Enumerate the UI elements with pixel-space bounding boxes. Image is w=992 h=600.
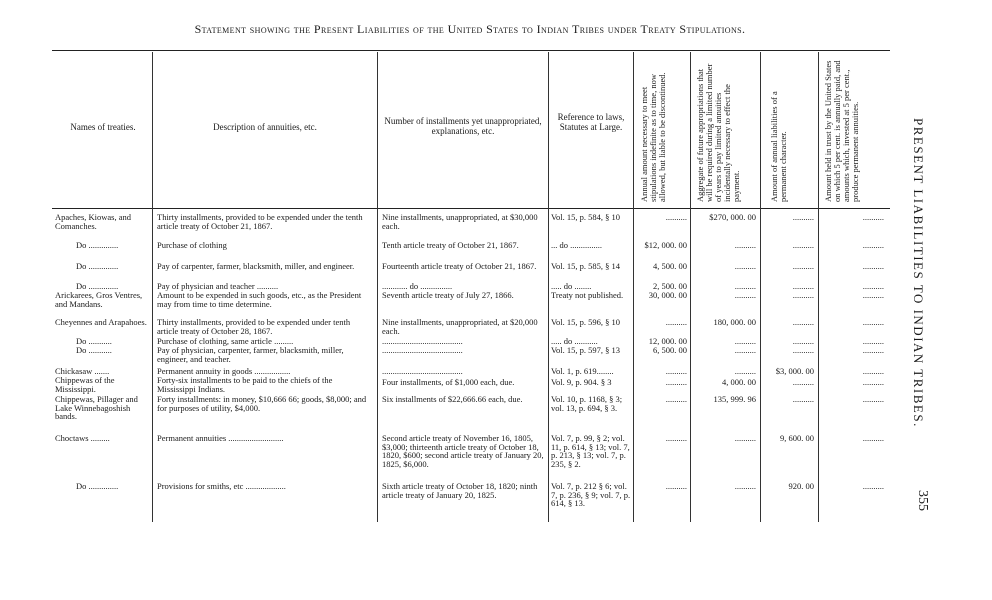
law-reference: Vol. 9, p. 904. § 3	[551, 377, 612, 387]
permanent-amount: ..........	[792, 377, 814, 387]
permanent-amount: ..........	[792, 261, 814, 271]
law-reference: Vol. 10, p. 1168, § 3; vol. 13, p. 694, § 3.	[551, 394, 623, 413]
permanent-amount: 9, 600. 00	[780, 433, 814, 443]
annual-amount: ..........	[665, 481, 687, 491]
permanent-amount: 920. 00	[788, 481, 814, 491]
aggregate-amount: ..........	[734, 240, 756, 250]
annuity-description: Provisions for smiths, etc ...................	[157, 481, 286, 491]
permanent-amount: $3, 000. 00	[775, 366, 814, 376]
law-reference: Vol. 1, p. 619........	[551, 366, 614, 376]
aggregate-amount: ..........	[734, 336, 756, 346]
annual-amount: ..........	[665, 433, 687, 443]
aggregate-amount: ..........	[734, 345, 756, 355]
law-reference: Vol. 15, p. 584, § 10	[551, 212, 621, 222]
trust-amount: ..........	[862, 377, 884, 387]
law-reference: Vol. 15, p. 597, § 13	[551, 345, 621, 355]
header-trust: Amount held in trust by the United States on which 5 per cent. is annually paid, and amounts which, invested at 5 per cent., produce permanent annuities.	[823, 60, 860, 202]
permanent-amount: ..........	[792, 336, 814, 346]
permanent-amount: ..........	[792, 281, 814, 291]
trust-amount: ..........	[862, 366, 884, 376]
treaty-name: Do ...........	[76, 336, 112, 346]
annuity-description: Pay of carpenter, farmer, blacksmith, miller, and engineer.	[157, 261, 355, 271]
trust-amount: ..........	[862, 336, 884, 346]
header-annual: Annual amount necessary to meet stipulations indefinite as to time, now allowed, but liable to be discontinued.	[639, 72, 667, 202]
trust-amount: ..........	[862, 281, 884, 291]
aggregate-amount: ..........	[734, 290, 756, 300]
col-divider	[548, 52, 549, 522]
aggregate-amount: ..........	[734, 433, 756, 443]
aggregate-amount: $270, 000. 00	[709, 212, 756, 222]
annuity-description: Thirty installments, provided to be expended under the tenth article treaty of October 21, 1867.	[157, 212, 363, 231]
law-reference: Vol. 7, p. 212 § 6; vol. 7, p. 236, § 9; vol. 7, p. 614, § 13.	[551, 481, 631, 509]
law-reference: ... do ...............	[551, 240, 602, 250]
trust-amount: ..........	[862, 345, 884, 355]
treaty-name: Arickarees, Gros Ventres, and Mandans.	[55, 290, 143, 309]
header-reference: Reference to laws, Statutes at Large.	[557, 112, 625, 132]
col-divider	[760, 52, 761, 522]
annuity-description: Forty-six installments to be paid to the chiefs of the Mississippi Indians.	[157, 375, 333, 394]
installments-text: Nine installments, unappropriated, at $20,000 each.	[382, 317, 538, 336]
annual-amount: 4, 500. 00	[653, 261, 687, 271]
aggregate-amount: ..........	[734, 261, 756, 271]
treaty-name: Do ..............	[76, 281, 119, 291]
law-reference: Treaty not published.	[551, 290, 624, 300]
annual-amount: 2, 500. 00	[653, 281, 687, 291]
installments-text: Seventh article treaty of July 27, 1866.	[382, 290, 514, 300]
installments-text: ......................................	[382, 336, 463, 346]
annuity-description: Thirty installments, provided to be expended under tenth article treaty of October 28, 1867.	[157, 317, 351, 336]
page-title: Statement showing the Present Liabilities of the United States to Indian Tribes under Treaty Stipulations.	[194, 22, 746, 36]
installments-text: ......................................	[382, 366, 463, 376]
annuity-description: Permanent annuity in goods .................	[157, 366, 291, 376]
permanent-amount: ..........	[792, 240, 814, 250]
annuity-description: Pay of physician and teacher ..........	[157, 281, 279, 291]
aggregate-amount: ..........	[734, 481, 756, 491]
treaty-name: Do ...........	[76, 345, 112, 355]
header-permanent: Amount of annual liabilities of a permanent character.	[769, 91, 788, 202]
annual-amount: ..........	[665, 317, 687, 327]
aggregate-amount: 180, 000. 00	[713, 317, 756, 327]
law-reference: Vol. 15, p. 585, § 14	[551, 261, 621, 271]
installments-text: Nine installments, unappropriated, at $30,000 each.	[382, 212, 538, 231]
trust-amount: ..........	[862, 290, 884, 300]
law-reference: ..... do ...........	[551, 336, 598, 346]
treaty-name: Do ..............	[76, 481, 119, 491]
annuity-description: Amount to be expended in such goods, etc., as the President may from time to time determine.	[157, 290, 362, 309]
header-names: Names of treaties.	[70, 122, 136, 132]
treaty-name: Apaches, Kiowas, and Comanches.	[55, 212, 132, 231]
aggregate-amount: 135, 999. 96	[713, 394, 756, 404]
annual-amount: 12, 000. 00	[648, 336, 687, 346]
trust-amount: ..........	[862, 481, 884, 491]
col-divider	[152, 52, 153, 522]
annual-amount: ..........	[665, 377, 687, 387]
trust-amount: ..........	[862, 394, 884, 404]
page-number: 355	[915, 490, 930, 511]
aggregate-amount: ..........	[734, 366, 756, 376]
treaty-name: Cheyennes and Arapahoes.	[55, 317, 147, 327]
header-installments: Number of installments yet unappropriated, explanations, etc.	[384, 116, 542, 136]
treaty-name: Chippewas, Pillager and Lake Winnebagoshish bands.	[55, 394, 138, 422]
installments-text: ......................................	[382, 345, 463, 355]
header-aggregate: Aggregate of future appropriations that will be required during a limited number of years to pay limited annuities incidentally necessary to effect the payment.	[695, 63, 741, 202]
trust-amount: ..........	[862, 261, 884, 271]
permanent-amount: ..........	[792, 394, 814, 404]
treaty-name: Chickasaw .......	[55, 366, 110, 376]
aggregate-amount: ..........	[734, 281, 756, 291]
col-divider	[690, 52, 691, 522]
annuity-description: Purchase of clothing, same article .........	[157, 336, 294, 346]
treaty-name: Do ..............	[76, 240, 119, 250]
annual-amount: ..........	[665, 394, 687, 404]
trust-amount: ..........	[862, 317, 884, 327]
installments-text: ............ do ...............	[382, 281, 453, 291]
aggregate-amount: 4, 000. 00	[722, 377, 756, 387]
annual-amount: 30, 000. 00	[648, 290, 687, 300]
law-reference: Vol. 15, p. 596, § 10	[551, 317, 621, 327]
permanent-amount: ..........	[792, 345, 814, 355]
annual-amount: ..........	[665, 212, 687, 222]
permanent-amount: ..........	[792, 290, 814, 300]
treaty-name: Chippewas of the Mississippi.	[55, 375, 115, 394]
installments-text: Sixth article treaty of October 18, 1820; ninth article treaty of January 20, 1825.	[382, 481, 538, 500]
permanent-amount: ..........	[792, 212, 814, 222]
annual-amount: $12, 000. 00	[644, 240, 687, 250]
top-rule	[52, 50, 890, 51]
trust-amount: ..........	[862, 212, 884, 222]
annuity-description: Permanent annuities ..........................	[157, 433, 284, 443]
header-rule	[52, 208, 890, 209]
col-divider	[377, 52, 378, 522]
trust-amount: ..........	[862, 240, 884, 250]
annuity-description: Purchase of clothing	[157, 240, 227, 250]
installments-text: Six installments of $22,666.66 each, due.	[382, 394, 523, 404]
treaty-name: Choctaws .........	[55, 433, 110, 443]
installments-text: Fourteenth article treaty of October 21, 1867.	[382, 261, 537, 271]
annuity-description: Pay of physician, carpenter, farmer, blacksmith, miller, engineer, and teacher.	[157, 345, 344, 364]
annual-amount: 6, 500. 00	[653, 345, 687, 355]
header-description: Description of annuities, etc.	[213, 122, 317, 132]
installments-text: Four installments, of $1,000 each, due.	[382, 377, 515, 387]
annual-amount: ..........	[665, 366, 687, 376]
treaty-name: Do ..............	[76, 261, 119, 271]
installments-text: Tenth article treaty of October 21, 1867.	[382, 240, 519, 250]
law-reference: Vol. 7, p. 99, § 2; vol. 11, p. 614, § 13; vol. 7, p. 213, § 13; vol. 7, p. 235, § 2.	[551, 433, 630, 469]
side-running-title: PRESENT LIABILITIES TO INDIAN TRIBES.	[911, 118, 926, 428]
permanent-amount: ..........	[792, 317, 814, 327]
trust-amount: ..........	[862, 433, 884, 443]
annuity-description: Forty installments: in money, $10,666 66; goods, $8,000; and for purposes of utility, $4,000.	[157, 394, 367, 413]
law-reference: ..... do ........	[551, 281, 592, 291]
col-divider	[633, 52, 634, 522]
col-divider	[818, 52, 819, 522]
installments-text: Second article treaty of November 16, 1805, $3,000; thirteenth article treaty of October 18, 1820, $600; second article treaty of January 20, 1825, $6,000.	[382, 433, 544, 469]
